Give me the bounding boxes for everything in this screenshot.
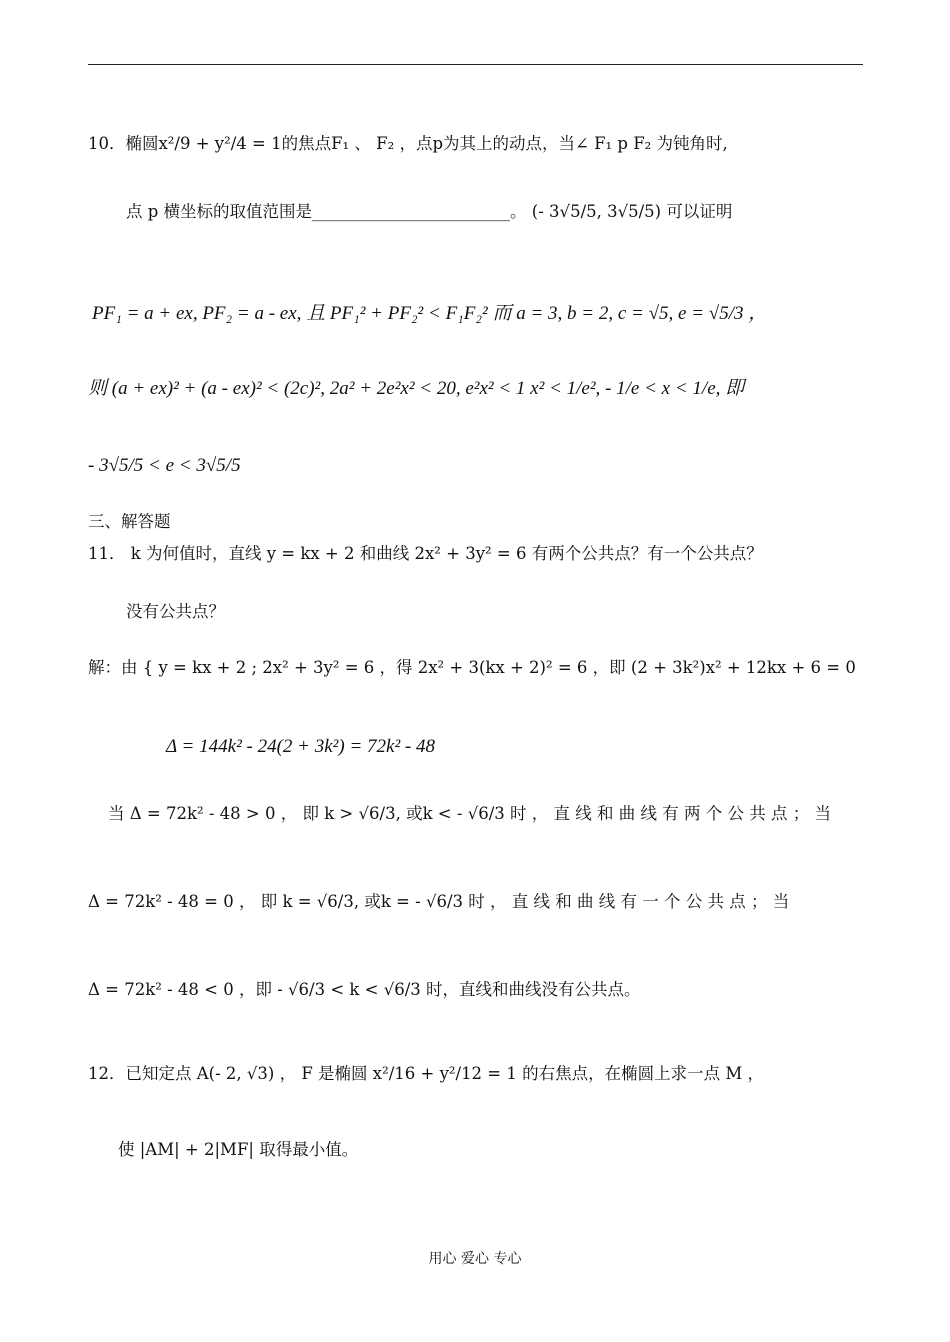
page-footer: 用心 爱心 专心: [428, 1251, 522, 1267]
problem-12-line-2: 使 |AM| + 2|MF| 取得最小值。: [118, 1140, 359, 1159]
problem-10-line-1: 10．椭圆x²/9 + y²/4 = 1的焦点F₁ 、 F₂ ，点p为其上的动点，当∠ F₁ p F₂ 为钝角时,: [88, 134, 728, 153]
solution-11-discriminant: Δ = 144k² - 24(2 + 3k²) = 72k² - 48: [166, 736, 435, 757]
problem-11-line-2: 没有公共点？: [126, 602, 225, 621]
solution-11-case-none: Δ = 72k² - 48 < 0 ，即 - √6/3 < k < √6/3 时，直线和曲线没有公共点。: [88, 980, 641, 999]
problem-10-line-2: 点 p 横坐标的取值范围是________________________。 (- 3√5/5, 3√5/5) 可以证明: [126, 202, 733, 221]
solution-11-line-1: 解：由 { y = kx + 2 ; 2x² + 3y² = 6 ，得 2x² + 3(kx + 2)² = 6 ，即 (2 + 3k²)x² + 12kx + 6 = 0: [88, 658, 856, 677]
section-heading: 三、解答题: [88, 512, 171, 531]
problem-12-line-1: 12．已知定点 A(- 2, √3) ， F 是椭圆 x²/16 + y²/12 = 1 的右焦点，在椭圆上求一点 M ，: [88, 1064, 765, 1083]
header-rule: [88, 64, 863, 65]
solution-11-case-one: Δ = 72k² - 48 = 0 ， 即 k = √6/3, 或k = - √6/3 时 ， 直 线 和 曲 线 有 一 个 公 共 点 ； 当: [88, 892, 790, 911]
problem-11-line-1: 11． k 为何值时，直线 y = kx + 2 和曲线 2x² + 3y² = 6 有两个公共点？有一个公共点？: [88, 544, 763, 563]
solution-11-case-two: 当 Δ = 72k² - 48 > 0 ， 即 k > √6/3, 或k < - √6/3 时 ， 直 线 和 曲 线 有 两 个 公 共 点 ； 当: [108, 804, 831, 823]
problem-10-line-3: PF₁ = a + ex, PF₂ = a - ex, 且 PF₁² + PF₂² < F₁F₂² 而 a = 3, b = 2, c = √5, e = √5/3 ，: [92, 303, 768, 324]
problem-10-line-4: 则 (a + ex)² + (a - ex)² < (2c)², 2a² + 2e²x² < 20, e²x² < 1 x² < 1/e², - 1/e < x < 1/e, 即: [88, 378, 745, 399]
problem-10-line-5: - 3√5/5 < e < 3√5/5: [88, 455, 241, 476]
